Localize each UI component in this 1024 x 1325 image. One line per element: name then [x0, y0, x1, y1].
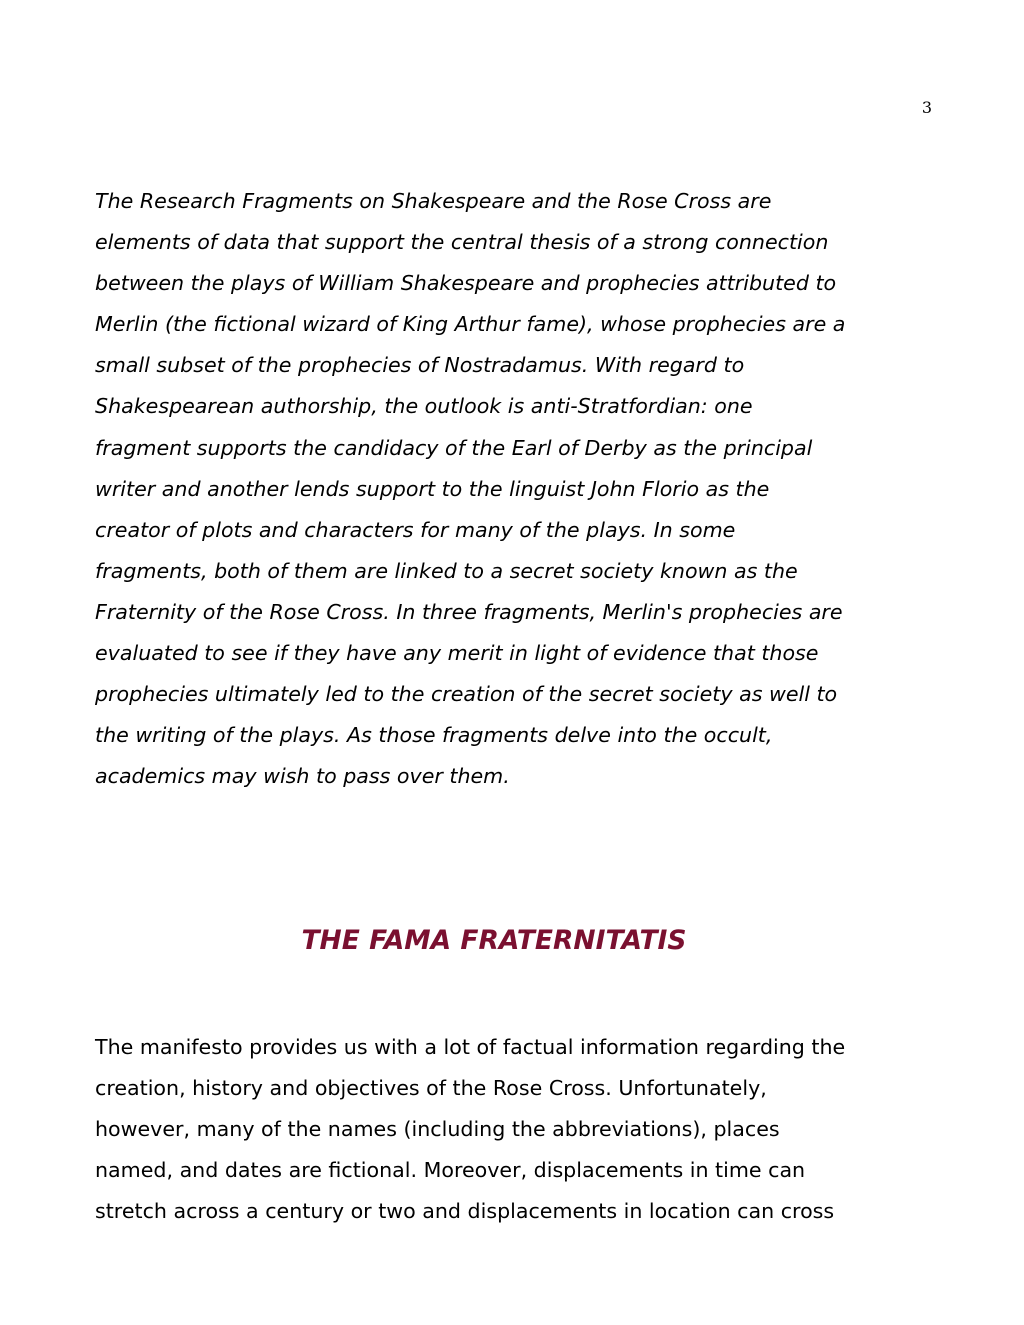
intro-line: small subset of the prophecies of Nostradamus. With regard to — [95, 353, 745, 378]
page-number: 3 — [921, 98, 932, 117]
intro-line: elements of data that support the central thesis of a strong connection — [95, 230, 829, 255]
intro-line: writer and another lends support to the linguist John Florio as the — [95, 476, 770, 501]
section-heading: THE FAMA FRATERNITATIS — [301, 925, 687, 956]
intro-line: Fraternity of the Rose Cross. In three fragments, Merlin's prophecies are — [95, 599, 843, 624]
intro-line: evaluated to see if they have any merit in light of evidence that those — [95, 641, 819, 666]
body-line: creation, history and objectives of the Rose Cross. Unfortunately, — [95, 1076, 767, 1101]
intro-line: prophecies ultimately led to the creation of the secret society as well to — [95, 682, 838, 707]
intro-line: creator of plots and characters for many of the plays. In some — [95, 517, 736, 542]
intro-line: fragments, both of them are linked to a secret society known as the — [95, 558, 798, 583]
intro-line: between the plays of William Shakespeare and prophecies attributed to — [95, 271, 837, 296]
body-line: however, many of the names (including the abbreviations), places — [95, 1117, 780, 1142]
intro-line: the writing of the plays. As those fragments delve into the occult, — [95, 723, 773, 748]
body-line: named, and dates are fictional. Moreover, displacements in time can — [95, 1158, 806, 1183]
intro-line: fragment supports the candidacy of the Earl of Derby as the principal — [95, 435, 813, 460]
intro-line: Shakespearean authorship, the outlook is anti-Stratfordian: one — [95, 394, 753, 419]
intro-line: The Research Fragments on Shakespeare and the Rose Cross are — [95, 189, 772, 213]
intro-line: Merlin (the fictional wizard of King Arthur fame), whose prophecies are a — [95, 312, 846, 337]
body-line: The manifesto provides us with a lot of factual information regarding the — [95, 1035, 846, 1059]
intro-line: academics may wish to pass over them. — [95, 764, 510, 789]
body-line: stretch across a century or two and displacements in location can cross — [95, 1199, 835, 1224]
intro-paragraph — [95, 181, 845, 797]
body-paragraph — [95, 1027, 845, 1232]
